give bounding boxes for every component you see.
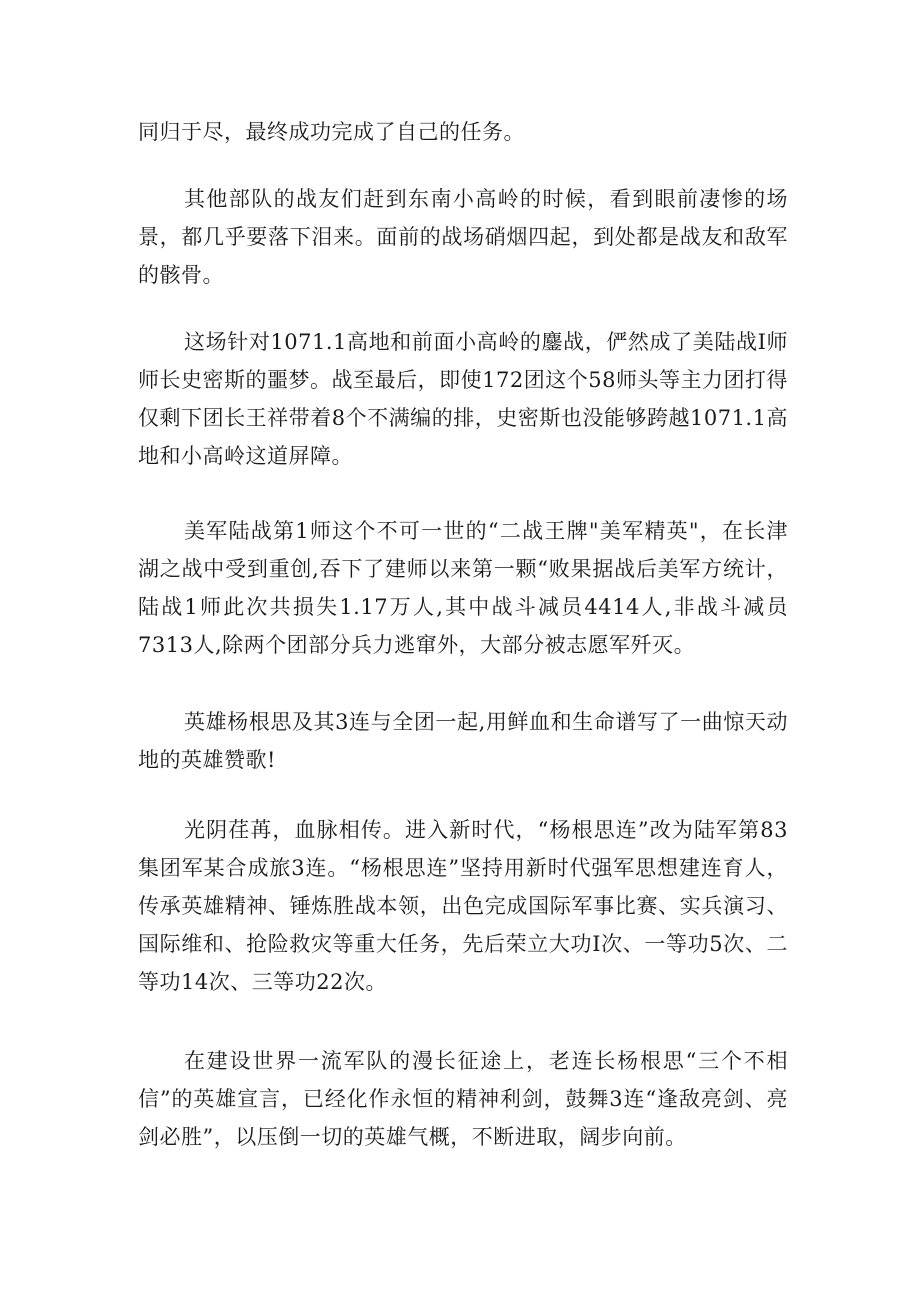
paragraph-3: 这场针对1071.1高地和前面小高岭的鏖战，俨然成了美陆战I师师长史密斯的噩梦。战至最后，即使172团这个58师头等主力团打得仅剩下团长王祥带着8个不满编的排，史密斯也没能够跨越1071.1高地和小高岭这道屏障。 bbox=[138, 330, 788, 468]
paragraph-4: 美军陆战第1师这个不可一世的“二战王牌"美军精英"，在长津湖之战中受到重创,吞下了建师以来第一颗“败果据战后美军方统计，陆战1师此次共损失1.17万人,其中战斗减员4414人,非战斗减员7313人,除两个团部分兵力逃窜外，大部分被志愿军歼灭。 bbox=[138, 519, 788, 657]
paragraph-2: 其他部队的战友们赶到东南小高岭的时候，看到眼前凄惨的场景，都几乎要落下泪来。面前的战场硝烟四起，到处都是战友和敌军的骸骨。 bbox=[138, 187, 788, 287]
paragraph-7: 在建设世界一流军队的漫长征途上，老连长杨根思“三个不相信”的英雄宣言，已经化作永恒的精神利剑，鼓舞3连“逢敌亮剑、亮剑必胜”，以压倒一切的英雄气概，不断进取，阔步向前。 bbox=[138, 1049, 788, 1149]
paragraph-6: 光阴荏苒，血脉相传。进入新时代，“杨根思连”改为陆军第83集团军某合成旅3连。“杨根思连”坚持用新时代强军思想建连育人，传承英雄精神、锤炼胜战本领，出色完成国际军事比赛、实兵演习、国际维和、抢险救灾等重大任务，先后荣立大功I次、一等功5次、二等功14次、三等功22次。 bbox=[138, 818, 788, 994]
paragraph-1: 同归于尽，最终成功完成了自己的任务。 bbox=[138, 120, 525, 144]
paragraph-5: 英雄杨根思及其3连与全团一起,用鲜血和生命谱写了一曲惊天动地的英雄赞歌! bbox=[138, 710, 788, 772]
